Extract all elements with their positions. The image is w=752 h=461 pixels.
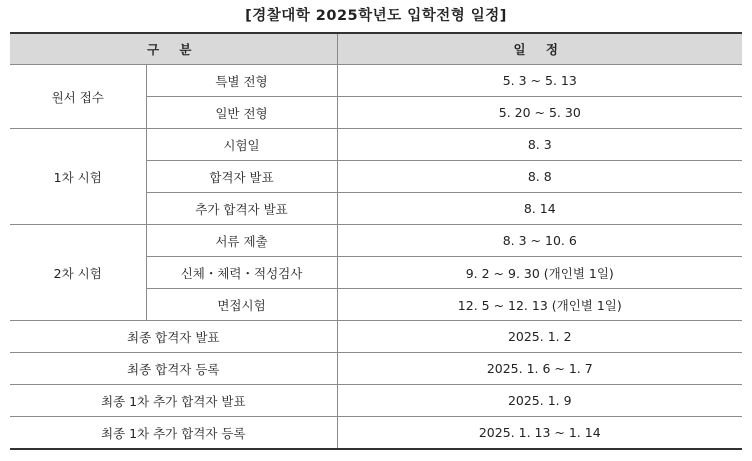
- item-label: 합격자 발표: [146, 161, 337, 193]
- item-label: 신체・체력・적성검사: [146, 257, 337, 289]
- item-date: 8. 8: [337, 161, 742, 193]
- final-date: 2025. 1. 6 ~ 1. 7: [337, 353, 742, 385]
- item-date: 8. 3 ~ 10. 6: [337, 225, 742, 257]
- group-name-application: 원서 접수: [10, 65, 146, 129]
- final-label: 최종 1차 추가 합격자 등록: [10, 417, 337, 450]
- item-label: 서류 제출: [146, 225, 337, 257]
- table-row: [10, 65, 742, 97]
- page-title: [경찰대학 2025학년도 입학전형 일정]: [245, 8, 507, 24]
- final-label: 최종 합격자 발표: [10, 321, 337, 353]
- final-label: 최종 합격자 등록: [10, 353, 337, 385]
- item-date: 5. 3 ~ 5. 13: [337, 65, 742, 97]
- item-date: 12. 5 ~ 12. 13 (개인별 1일): [337, 289, 742, 321]
- item-label: 시험일: [146, 129, 337, 161]
- item-label: 특별 전형: [146, 65, 337, 97]
- item-label: 추가 합격자 발표: [146, 193, 337, 225]
- group-name-first-exam: 1차 시험: [10, 129, 146, 225]
- final-date: 2025. 1. 2: [337, 321, 742, 353]
- final-date: 2025. 1. 9: [337, 385, 742, 417]
- item-date: 5. 20 ~ 5. 30: [337, 97, 742, 129]
- table-row: [10, 225, 742, 257]
- table-row: [10, 417, 742, 450]
- schedule-table: [10, 32, 742, 450]
- item-date: 8. 14: [337, 193, 742, 225]
- table-row: [10, 385, 742, 417]
- final-label: 최종 1차 추가 합격자 발표: [10, 385, 337, 417]
- item-label: 일반 전형: [146, 97, 337, 129]
- table-row: [10, 129, 742, 161]
- group-name-second-exam: 2차 시험: [10, 225, 146, 321]
- header-schedule: 일 정: [337, 33, 742, 65]
- table-row: [10, 353, 742, 385]
- table-header-row: [10, 33, 742, 65]
- header-category: 구 분: [10, 33, 337, 65]
- item-label: 면접시험: [146, 289, 337, 321]
- final-date: 2025. 1. 13 ~ 1. 14: [337, 417, 742, 450]
- item-date: 8. 3: [337, 129, 742, 161]
- table-row: [10, 321, 742, 353]
- item-date: 9. 2 ~ 9. 30 (개인별 1일): [337, 257, 742, 289]
